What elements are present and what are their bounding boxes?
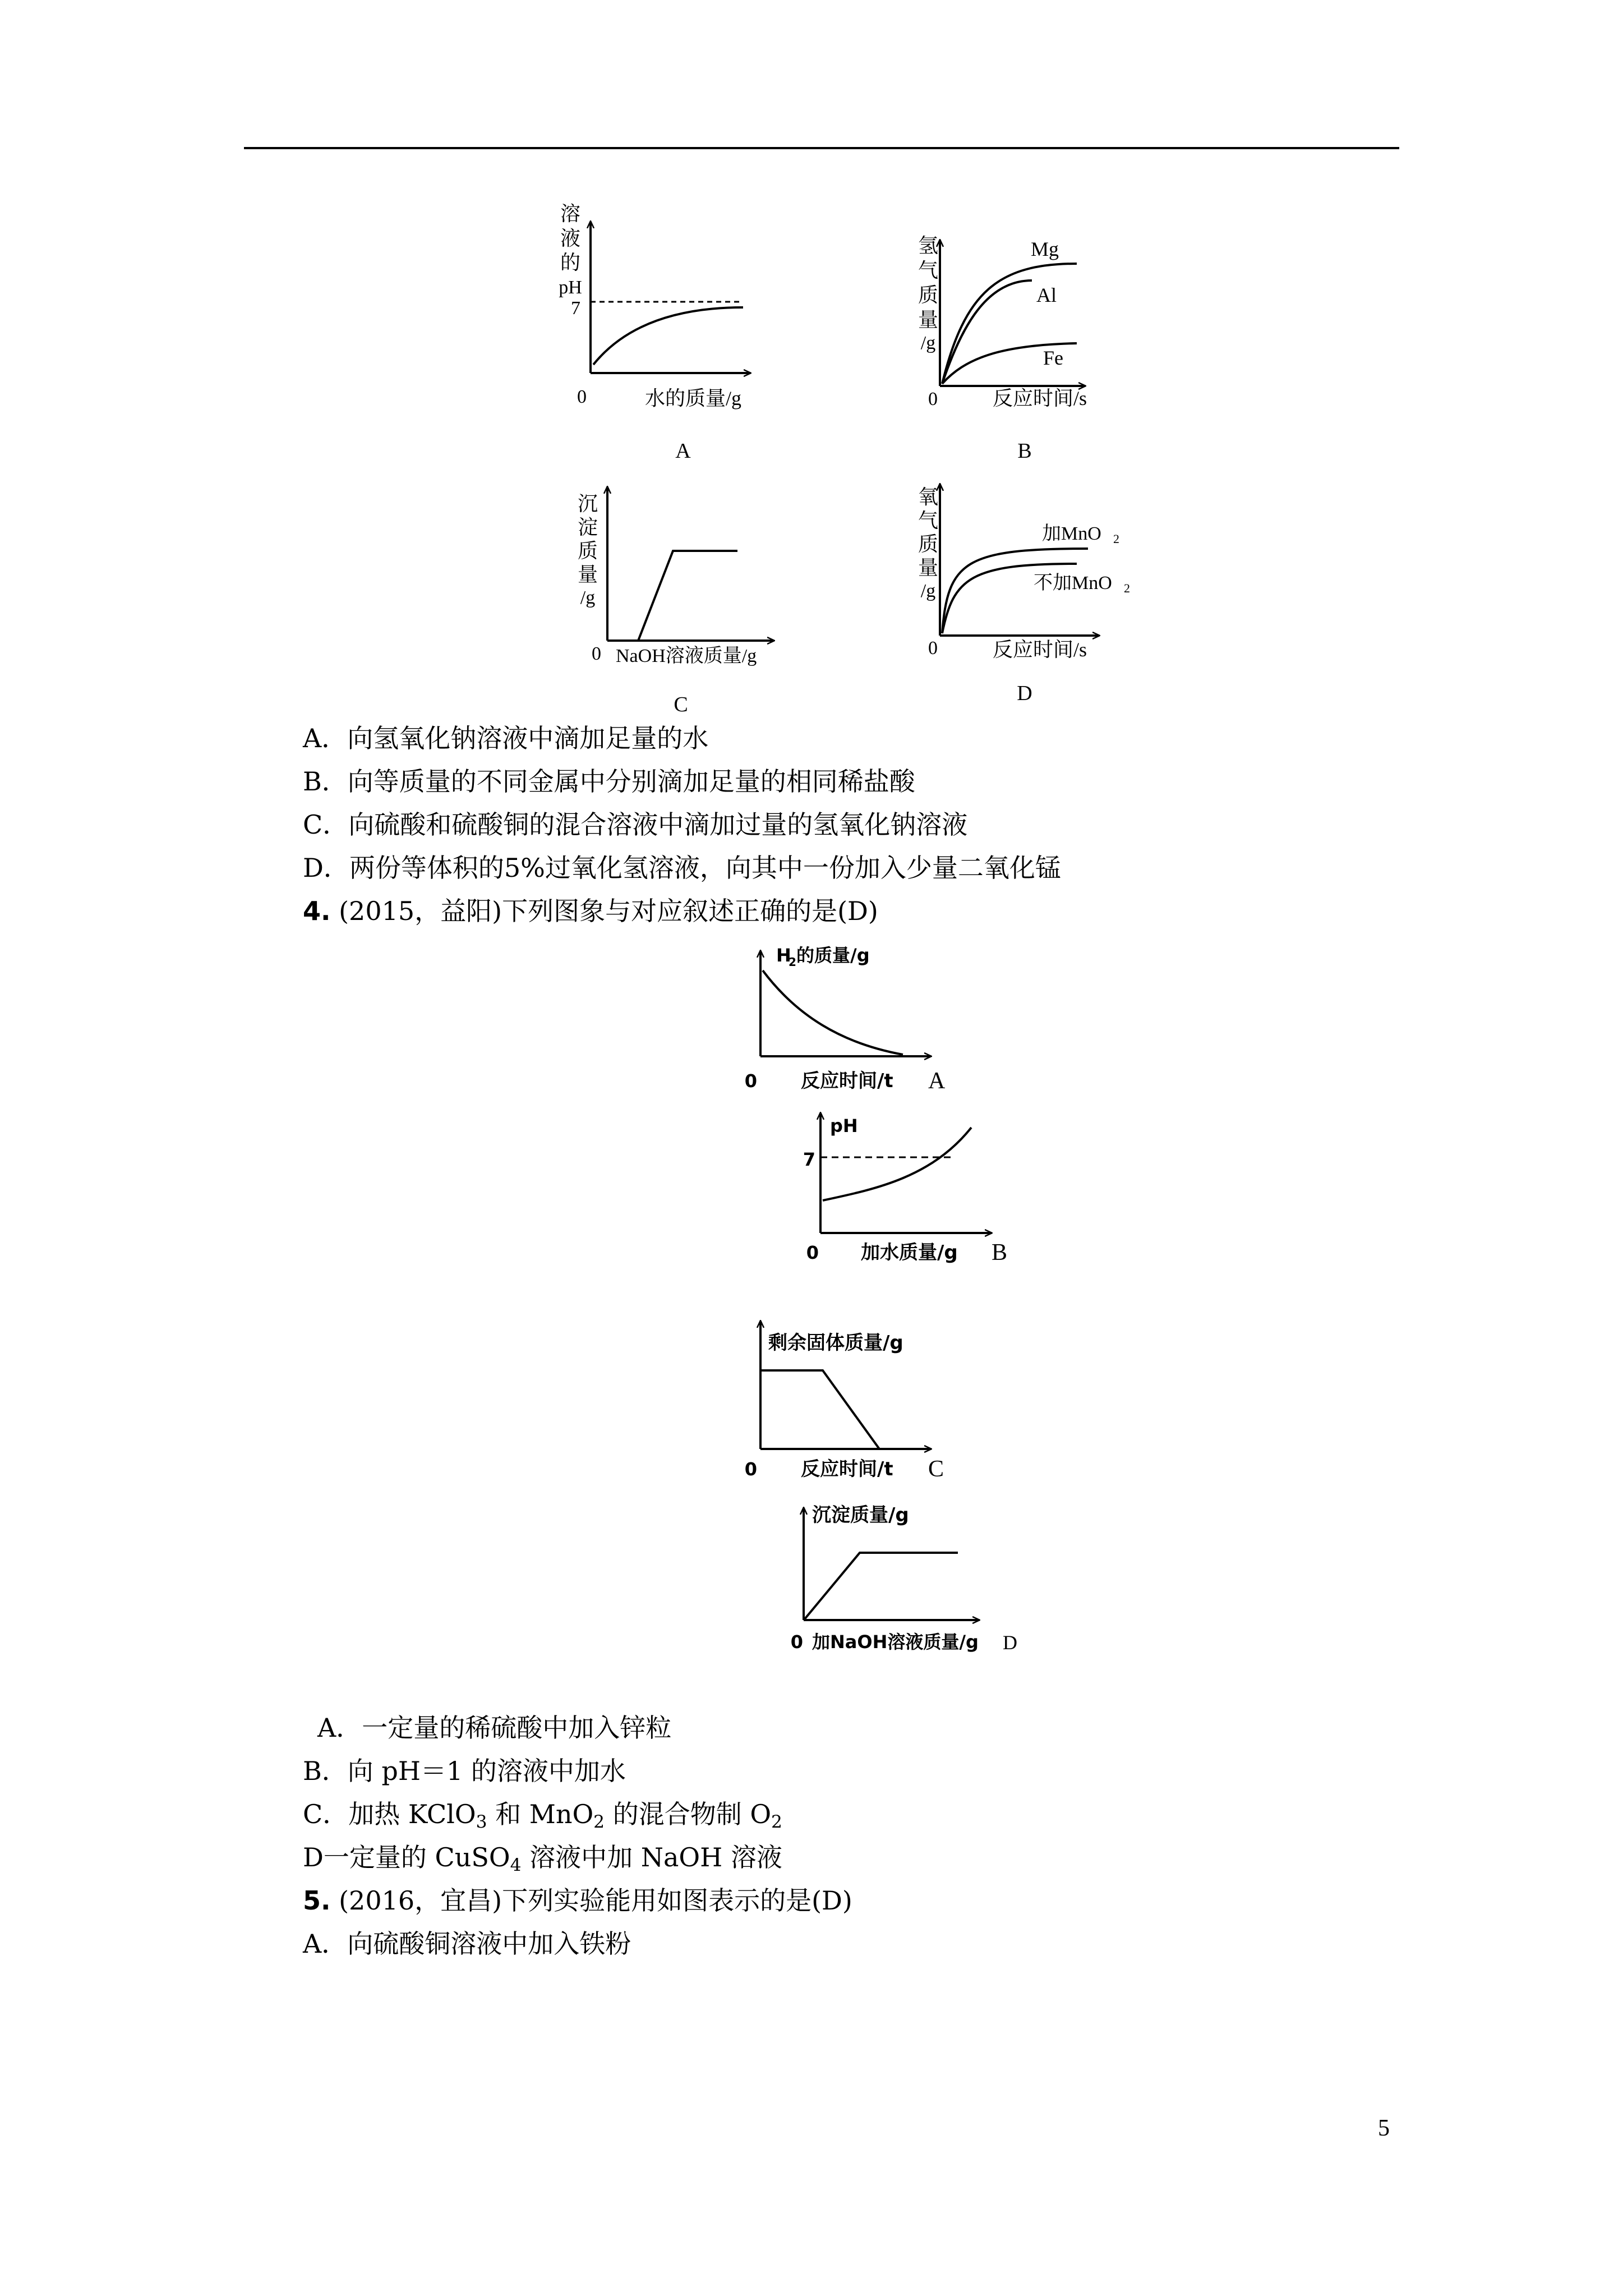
label-with-mno2-sub: 2 bbox=[1113, 532, 1119, 546]
y-label-2: 液 bbox=[560, 227, 581, 250]
y-label-3: 的 bbox=[560, 251, 581, 274]
q3-option-a: A．向氢氧化钠溶液中滴加足量的水 bbox=[303, 723, 709, 753]
q3-figure-a bbox=[559, 203, 750, 463]
y-tick-7: 7 bbox=[571, 298, 580, 319]
y-label-1: 氧 bbox=[917, 486, 939, 508]
y-label-3: 质 bbox=[917, 284, 939, 306]
y-label-4: 量 bbox=[577, 563, 598, 586]
solid-mass-line bbox=[762, 1370, 879, 1449]
label-without-mno2-sub: 2 bbox=[1124, 581, 1130, 595]
y-label-1: 溶 bbox=[560, 203, 581, 225]
y-label-1: 沉 bbox=[577, 493, 598, 515]
caption-c: C bbox=[928, 1456, 944, 1482]
y-label-5: /g bbox=[920, 581, 936, 601]
origin: 0 bbox=[744, 1070, 757, 1092]
caption-c: C bbox=[674, 693, 688, 716]
origin: 0 bbox=[744, 1458, 757, 1480]
y-label-h: H bbox=[776, 945, 791, 966]
caption-b: B bbox=[992, 1240, 1008, 1266]
q4-figure-a bbox=[745, 945, 946, 1094]
q5-option-a: A．向硫酸铜溶液中加入铁粉 bbox=[303, 1929, 631, 1959]
q3-figure-b bbox=[918, 234, 1087, 463]
caption-d: D bbox=[1017, 682, 1032, 705]
q3-figure-c bbox=[578, 487, 774, 716]
y-label: 剩余固体质量/g bbox=[768, 1332, 903, 1354]
label-al: Al bbox=[1036, 284, 1057, 306]
label-without-mno2: 不加MnO bbox=[1034, 573, 1112, 593]
x-label: 反应时间/t bbox=[801, 1458, 893, 1480]
y-label: pH bbox=[830, 1115, 858, 1137]
q4-stem-text: (2015，益阳)下列图象与对应叙述正确的是(D) bbox=[339, 896, 878, 926]
q4-option-d: D一定量的 CuSO$_4$ 溶液中加 NaOH 溶液 bbox=[303, 1842, 782, 1875]
x-label: 反应时间/s bbox=[993, 638, 1087, 661]
label-with-mno2: 加MnO bbox=[1042, 523, 1101, 544]
y-label-2: 气 bbox=[917, 259, 939, 282]
q4-option-c: C．加热 KClO$_3$ 和 MnO$_2$ 的混合物制 $O_2$ bbox=[303, 1799, 782, 1832]
q3-option-b: B．向等质量的不同金属中分别滴加足量的相同稀盐酸 bbox=[303, 766, 915, 797]
page-number: 5 bbox=[1378, 2115, 1390, 2141]
q3-option-c: C．向硫酸和硫酸铜的混合溶液中滴加过量的氢氧化钠溶液 bbox=[303, 809, 968, 840]
caption-a: A bbox=[928, 1068, 946, 1094]
y-tick-7: 7 bbox=[803, 1149, 815, 1170]
origin: 0 bbox=[928, 389, 938, 409]
y-label-1: 氢 bbox=[917, 234, 939, 257]
q4-figure-c bbox=[745, 1321, 944, 1482]
label-fe: Fe bbox=[1043, 347, 1063, 369]
origin: 0 bbox=[592, 643, 601, 664]
x-label: 反应时间/t bbox=[801, 1070, 893, 1092]
y-label-h-sub: 2 bbox=[789, 955, 796, 969]
q4-figure-b bbox=[803, 1113, 1007, 1266]
y-label-4: 量 bbox=[917, 309, 939, 331]
q4-option-b: B．向 pH＝1 的溶液中加水 bbox=[303, 1756, 626, 1786]
y-label-5: /g bbox=[580, 587, 596, 608]
origin: 0 bbox=[790, 1631, 803, 1653]
caption-a: A bbox=[675, 439, 691, 463]
y-label-3: 质 bbox=[577, 540, 598, 562]
y-label-rest: 的质量/g bbox=[796, 945, 870, 966]
q3-figure-d bbox=[918, 484, 1130, 705]
q5-stem bbox=[303, 1884, 852, 1917]
q3-option-d: D．两份等体积的5%过氧化氢溶液，向其中一份加入少量二氧化锰 bbox=[303, 853, 1061, 883]
q4-number: 4. bbox=[303, 896, 331, 926]
y-label-4: 量 bbox=[917, 556, 939, 579]
x-label: 反应时间/s bbox=[993, 387, 1087, 409]
origin: 0 bbox=[928, 638, 938, 659]
q4-figure-d bbox=[791, 1504, 1017, 1654]
y-label-2: 气 bbox=[917, 509, 939, 532]
x-label: 加水质量/g bbox=[861, 1241, 958, 1264]
q4-option-a: A．一定量的稀硫酸中加入锌粒 bbox=[317, 1713, 672, 1743]
q4-stem bbox=[303, 894, 878, 928]
x-label: 水的质量/g bbox=[645, 387, 742, 409]
h2-curve bbox=[763, 970, 903, 1055]
q5-number: 5. bbox=[303, 1885, 331, 1916]
y-label: 沉淀质量/g bbox=[812, 1504, 909, 1526]
ph-curve bbox=[823, 1128, 971, 1200]
y-label-3: 质 bbox=[917, 533, 939, 555]
caption-b: B bbox=[1017, 439, 1032, 463]
precipitate-line bbox=[638, 551, 737, 641]
y-label-2: 淀 bbox=[577, 516, 598, 539]
label-mg: Mg bbox=[1031, 238, 1059, 260]
x-label: 加NaOH溶液质量/g bbox=[812, 1631, 979, 1653]
precipitate-line bbox=[805, 1553, 958, 1619]
y-label-4: pH bbox=[559, 277, 582, 298]
q5-stem-text: (2016，宜昌)下列实验能用如图表示的是(D) bbox=[339, 1885, 852, 1916]
origin: 0 bbox=[577, 386, 587, 407]
caption-d: D bbox=[1003, 1631, 1017, 1654]
y-label-5: /g bbox=[920, 333, 936, 353]
al-curve bbox=[942, 280, 1032, 384]
origin: 0 bbox=[806, 1242, 819, 1263]
x-label: NaOH溶液质量/g bbox=[616, 646, 757, 666]
ph-curve bbox=[593, 307, 743, 365]
